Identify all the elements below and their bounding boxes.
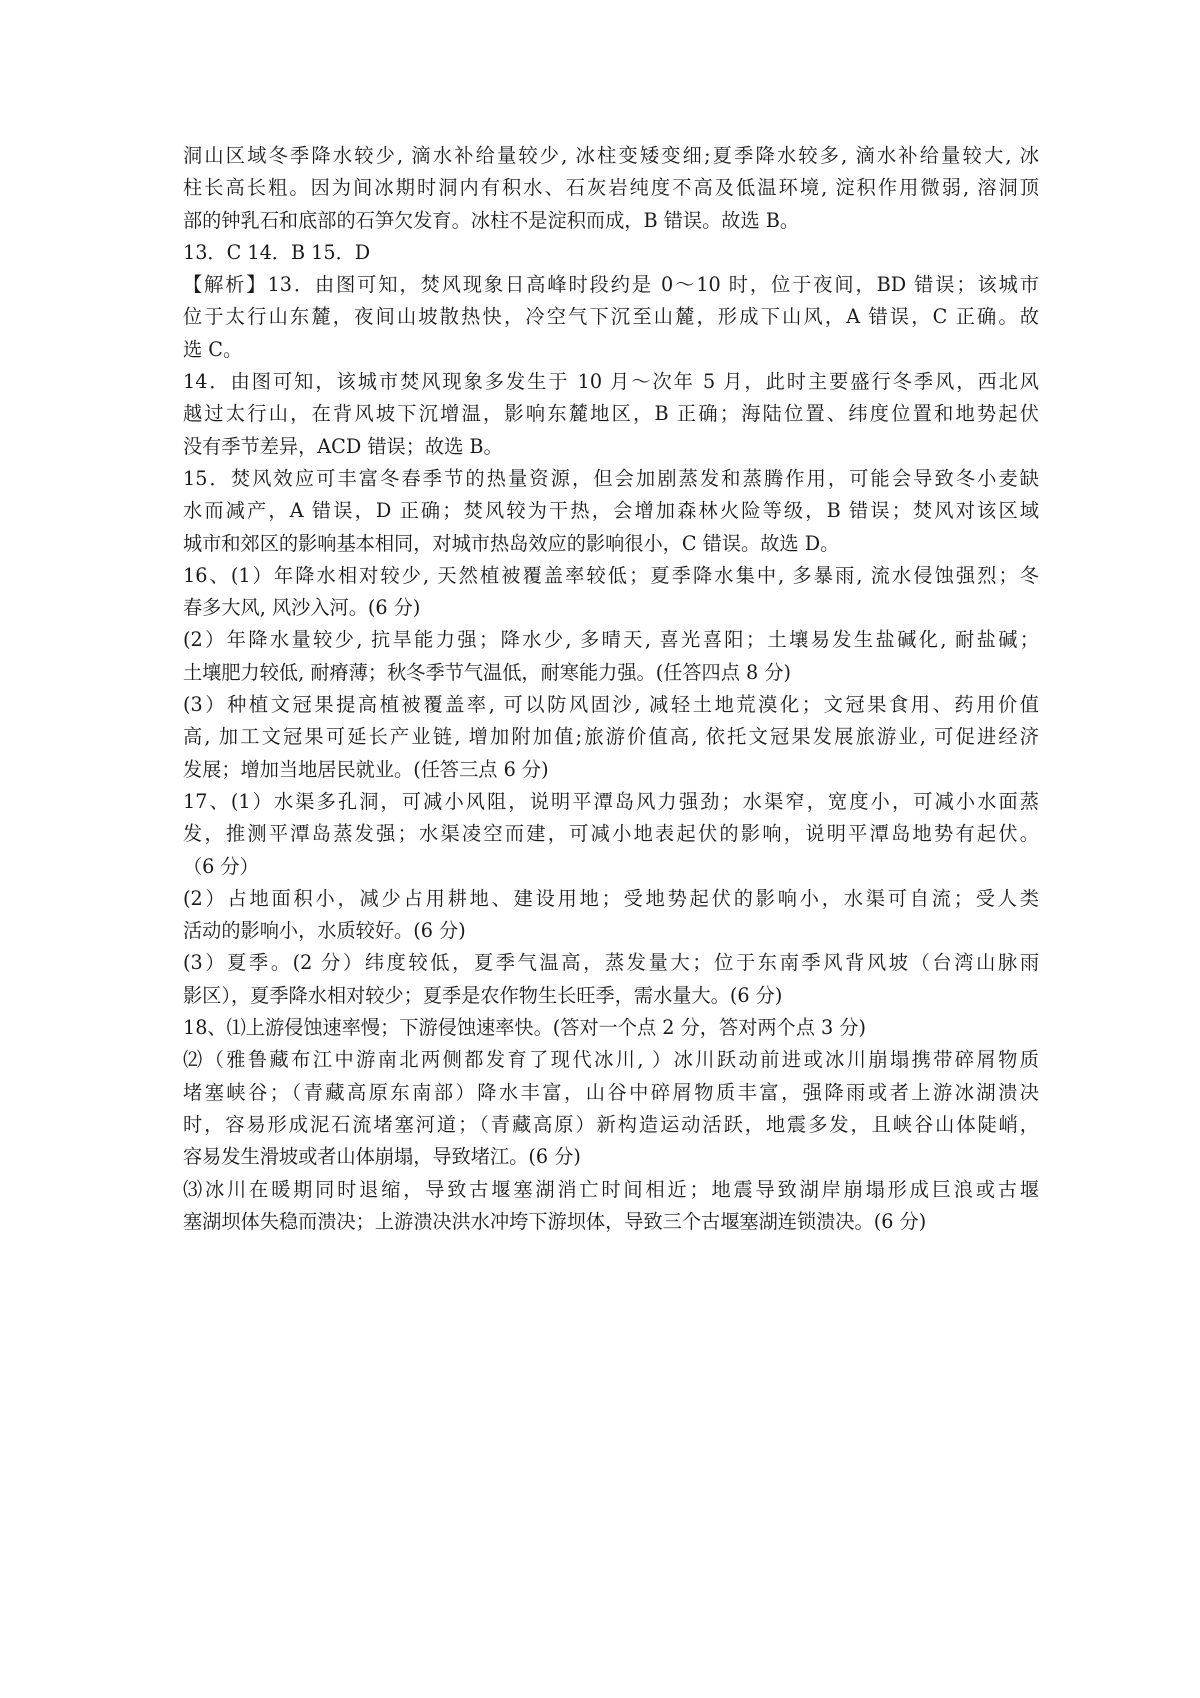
text-line: 柱长高长粗。因为间冰期时洞内有积水、石灰岩纯度不高及低温环境, 淀积作用微弱, 溶洞顶 [183,176,1039,200]
text-line: 13．C 14．B 15．D [183,240,371,264]
text-line: （6 分） [183,854,259,878]
text-line: 容易发生滑坡或者山体崩塌，导致堵江。(6 分) [183,1145,581,1169]
text-line: 土壤肥力较低, 耐瘠薄；秋冬季节气温低，耐寒能力强。(任答四点 8 分) [183,660,792,684]
text-line: 水而减产，A 错误，D 正确；焚风较为干热，会增加森林火险等级，B 错误；焚风对该区域 [183,499,1039,523]
text-line: 高, 加工文冠果可延长产业链, 增加附加值;旅游价值高, 依托文冠果发展旅游业, 可促进经济 [183,725,1039,749]
text-line: (3）夏季。(2 分）纬度较低，夏季气温高，蒸发量大；位于东南季风背风坡（台湾山脉雨 [183,951,1039,975]
text-line: ⑵（雅鲁藏布江中游南北两侧都发育了现代冰川, ）冰川跃动前进或冰川崩塌携带碎屑物质 [183,1048,1039,1072]
text-line: 16、(1）年降水相对较少, 天然植被覆盖率较低；夏季降水集中, 多暴雨, 流水侵蚀强烈；冬 [183,563,1039,587]
text-line: 发展；增加当地居民就业。(任答三点 6 分) [183,757,549,781]
text-line: 14．由图可知，该城市焚风现象多发生于 10 月～次年 5 月，此时主要盛行冬季风，西北风 [183,370,1039,394]
text-line: 塞湖坝体失稳而溃决；上游溃决洪水冲垮下游坝体，导致三个古堰塞湖连锁溃决。(6 分) [183,1209,927,1233]
text-line: 越过太行山，在背风坡下沉增温，影响东麓地区，B 正确；海陆位置、纬度位置和地势起伏 [183,402,1039,426]
text-line: 活动的影响小，水质较好。(6 分) [183,919,466,943]
text-line: (3）种植文冠果提高植被覆盖率, 可以防风固沙, 减轻土地荒漠化；文冠果食用、药用价值 [183,693,1039,717]
text-line: 选 C。 [183,337,243,361]
text-line: 位于太行山东麓，夜间山坡散热快，冷空气下沉至山麓，形成下山风，A 错误，C 正确。故 [183,305,1039,329]
text-line: 18、⑴上游侵蚀速率慢；下游侵蚀速率快。(答对一个点 2 分，答对两个点 3 分) [183,1016,867,1040]
text-line: (2）占地面积小，减少占用耕地、建设用地；受地势起伏的影响小，水渠可自流；受人类 [183,886,1039,910]
text-line: 春多大风, 风沙入河。(6 分) [183,596,421,620]
text-line: (2）年降水量较少, 抗旱能力强；降水少, 多晴天, 喜光喜阳；土壤易发生盐碱化, 耐盐碱； [183,628,1039,652]
text-line: 时，容易形成泥石流堵塞河道；（青藏高原）新构造运动活跃，地震多发，且峡谷山体陡峭， [183,1112,1039,1136]
text-line: 17、(1）水渠多孔洞，可减小风阻，说明平潭岛风力强劲；水渠窄，宽度小，可减小水面蒸 [183,789,1039,813]
text-line: 堵塞峡谷；（青藏高原东南部）降水丰富，山谷中碎屑物质丰富，强降雨或者上游冰湖溃决 [183,1080,1039,1104]
text-line: 发，推测平潭岛蒸发强；水渠凌空而建，可减小地表起伏的影响，说明平潭岛地势有起伏。 [183,822,1039,846]
text-line: 影区），夏季降水相对较少；夏季是农作物生长旺季，需水量大。(6 分) [183,983,783,1007]
text-line: 没有季节差异，ACD 错误；故选 B。 [183,434,503,458]
answer-text-block [183,140,1039,1238]
text-line: 15．焚风效应可丰富冬春季节的热量资源，但会加剧蒸发和蒸腾作用，可能会导致冬小麦缺 [183,466,1039,490]
text-line: ⑶冰川在暖期同时退缩，导致古堰塞湖消亡时间相近；地震导致湖岸崩塌形成巨浪或古堰 [183,1177,1039,1201]
text-line: 【解析】13．由图可知，焚风现象日高峰时段约是 0～10 时，位于夜间，BD 错误；该城市 [183,273,1039,297]
text-line: 洞山区域冬季降水较少, 滴水补给量较少, 冰柱变矮变细;夏季降水较多, 滴水补给量较大, 冰 [183,144,1039,167]
text-line: 部的钟乳石和底部的石笋欠发育。冰柱不是淀积而成，B 错误。故选 B。 [183,208,800,232]
text-line: 城市和郊区的影响基本相同，对城市热岛效应的影响很小，C 错误。故选 D。 [183,531,840,555]
